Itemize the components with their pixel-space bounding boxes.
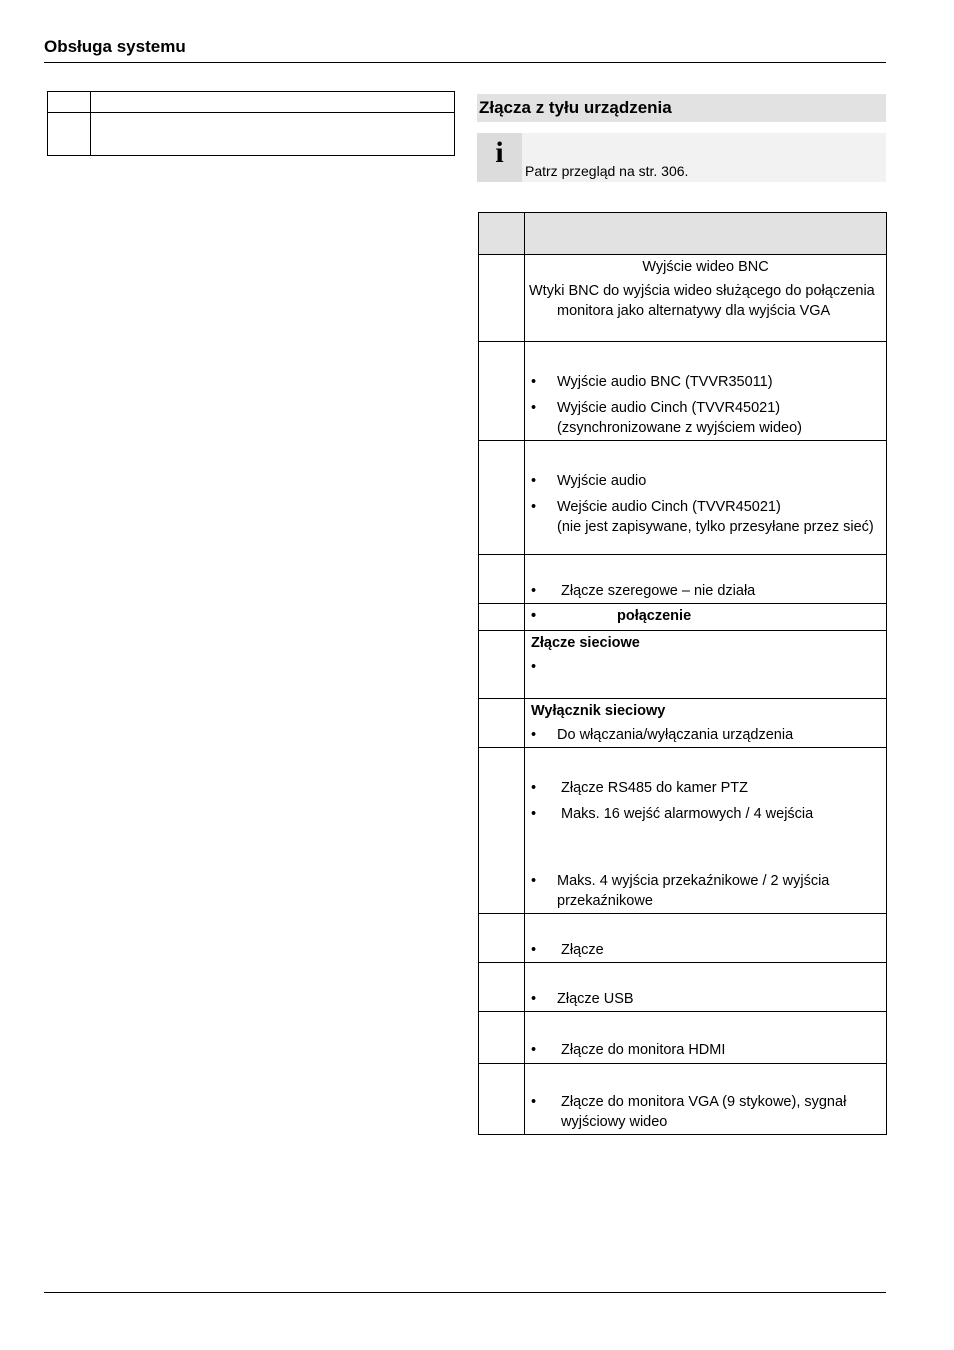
list-item: • Złącze USB — [529, 989, 882, 1009]
table-row — [479, 342, 887, 441]
connectors-table — [478, 212, 887, 1135]
row-number-cell — [479, 631, 525, 699]
list-item: • Złącze szeregowe – nie działa — [529, 581, 882, 601]
row-description-cell — [525, 342, 887, 441]
table-header-cell — [525, 213, 887, 255]
section-heading — [477, 94, 886, 122]
row-number-cell — [479, 255, 525, 342]
table-header-cell — [479, 213, 525, 255]
row-title: Wyłącznik sieciowy — [531, 703, 666, 719]
list-item-line: • Wyjście audio Cinch (TVVR45021) — [557, 400, 781, 416]
row-title: Złącze sieciowe — [531, 635, 640, 651]
row-number-cell — [479, 748, 525, 914]
table-row — [479, 631, 887, 699]
table-row — [479, 914, 887, 963]
row-number-cell — [479, 604, 525, 631]
info-icon: i — [477, 133, 522, 182]
table-row — [48, 113, 455, 156]
row-text: Wtyki BNC do wyjścia wideo służącego do połączenia monitora jako alternatywy dla wyjścia VGA — [529, 283, 875, 319]
table-row — [479, 441, 887, 555]
page-header-title: Obsługa systemu — [44, 37, 186, 56]
table-cell — [48, 92, 91, 113]
row-description-cell — [525, 441, 887, 555]
row-number-cell — [479, 1064, 525, 1135]
row-description-cell — [525, 1064, 887, 1135]
row-description-cell — [525, 1012, 887, 1064]
table-row — [479, 555, 887, 604]
list-item: • Wyjście audio BNC (TVVR35011) — [529, 372, 882, 392]
row-number-cell — [479, 441, 525, 555]
table-row — [479, 699, 887, 748]
left-table — [47, 91, 455, 156]
row-description-cell — [525, 963, 887, 1012]
table-cell — [91, 92, 455, 113]
row-number-cell — [479, 914, 525, 963]
section-title: Złącza z tyłu urządzenia — [479, 98, 672, 117]
list-item-line: • Wejście audio Cinch (TVVR45021) — [557, 499, 781, 515]
row-number-cell — [479, 1012, 525, 1064]
row-number-cell — [479, 699, 525, 748]
table-row — [479, 604, 887, 631]
list-item: • połączenie — [529, 606, 882, 626]
table-row — [479, 748, 887, 914]
row-number-cell — [479, 963, 525, 1012]
table-row — [479, 255, 887, 342]
list-item-line: (nie jest zapisywane, tylko przesyłane przez sieć) — [557, 519, 874, 535]
row-title: Wyjście wideo BNC — [642, 259, 769, 275]
list-item — [529, 398, 882, 438]
list-item-line: (zsynchronizowane z wyjściem wideo) — [557, 420, 802, 436]
table-cell — [91, 113, 455, 156]
row-description-cell — [525, 699, 887, 748]
note-box — [477, 133, 886, 182]
list-item: • Wyjście audio — [529, 471, 882, 491]
list-item: • Złącze — [529, 940, 882, 960]
table-row — [479, 1012, 887, 1064]
row-description-cell — [525, 631, 887, 699]
header-rule — [44, 62, 886, 63]
row-number-cell — [479, 555, 525, 604]
row-description-cell — [525, 914, 887, 963]
note-text: Patrz przegląd na str. 306. — [525, 163, 689, 179]
list-item: • Złącze RS485 do kamer PTZ — [529, 778, 882, 798]
footer-rule — [44, 1292, 886, 1293]
list-item: • Do włączania/wyłączania urządzenia — [529, 725, 882, 745]
table-row — [479, 1064, 887, 1135]
table-row — [479, 963, 887, 1012]
table-row — [48, 92, 455, 113]
row-description-cell — [525, 555, 887, 604]
list-item: • Maks. 16 wejść alarmowych / 4 wejścia — [529, 804, 882, 824]
list-item — [529, 657, 882, 677]
table-cell — [48, 113, 91, 156]
row-description-cell — [525, 255, 887, 342]
row-description-cell — [525, 748, 887, 914]
row-number-cell — [479, 342, 525, 441]
list-item: • Maks. 4 wyjścia przekaźnikowe / 2 wyjścia przekaźnikowe — [529, 871, 882, 911]
row-description-cell — [525, 604, 887, 631]
list-item: • Złącze do monitora HDMI — [529, 1040, 882, 1060]
list-item: • Złącze do monitora VGA (9 stykowe), sygnał wyjściowy wideo — [529, 1092, 882, 1132]
list-item — [529, 497, 882, 537]
table-header-row — [479, 213, 887, 255]
